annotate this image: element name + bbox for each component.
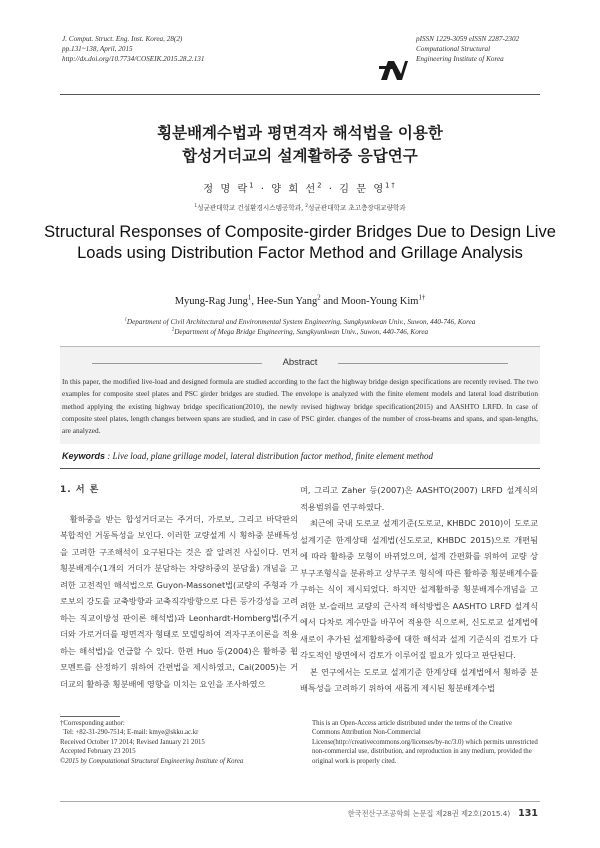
author-separator: · [255, 184, 272, 195]
issn-line: pISSN 1229-3059 eISSN 2287-2302 [416, 35, 520, 43]
affiliation-text: Department of Mega Bridge Engineering, Sungkyunkwan Univ., Suwon, 440-746, Korea [174, 327, 429, 336]
affil-mark: 1 [249, 181, 256, 190]
korean-authors [0, 180, 600, 195]
english-title: Structural Responses of Composite-girder Bridges Due to Design Live Loads using Distribution Factor Method and Grillage Analysis [44, 223, 556, 262]
keywords-label: Keywords [62, 451, 106, 461]
footnote [60, 719, 300, 766]
keywords-divider [60, 468, 540, 469]
page-number: 131 [518, 808, 538, 819]
society-name-line: Engineering Institute of Korea [416, 55, 504, 63]
section-heading: 1. 서 론 [60, 485, 100, 495]
affil-mark: 2 [317, 294, 321, 302]
page-footer [348, 808, 538, 819]
affil-mark: 2 [317, 181, 324, 190]
abstract-heading: Abstract [282, 357, 318, 368]
footnote-line: Accepted February 23 2015 [60, 748, 136, 756]
journal-citation [62, 34, 204, 64]
body-paragraph: 본 연구에서는 도로교 설계기준 한계상태 설계법에서 횡하중 분배특성을 고려하기 위하여 새롭게 제시된 횡분배계수법 [300, 666, 538, 693]
header-divider [60, 94, 540, 95]
body-column-left [60, 482, 298, 692]
body-column-right [300, 482, 538, 697]
author-name: 정 명 락 [203, 184, 250, 195]
affiliation-line [0, 318, 600, 328]
journal-issn [416, 34, 519, 64]
affiliation-line [0, 328, 600, 338]
affil-mark: 1† [385, 181, 397, 190]
footer-divider [60, 801, 540, 802]
affiliation-text: 성균관대학교 초고층장대교량학과 [308, 204, 406, 212]
journal-line: pp.131~138, April, 2015 [62, 45, 133, 53]
body-paragraph: 최근에 국내 도로교 설계기준(도로교, KHBDC 2010)이 도로교 설계기준 한계상태 설계법(신도로교, KHBDC 2015)으로 개편됨에 따라 활하중 모형이 바뀌었으며, 설계 간편화를 위하여 교량 상부구조형식을 분류하고 상부구조 형식에 따른 활하중 횡분배계수를 구하는 식이 제시되었다. 하지만 설계활하중 횡분배계수개념을 고려한 보-슬래브 교량의 근사적 해석방법은 AASHTO LRFD 설계식에서 다차로 계수만을 바꾸어 적용한 식으로써, 신도로교 설계법에 새로이 추가된 설계활하중에 대한 해석과 설계 기준식의 검토가 다각도적인 방면에서 검토가 이루어질 필요가 있다고 판단된다. [300, 518, 538, 660]
footnote-rule [60, 716, 120, 717]
author-name: Moon-Young Kim [341, 296, 419, 307]
doi-link[interactable]: http://dx.doi.org/10.7734/COSEIK.2015.28.2.131 [62, 55, 205, 63]
body-paragraph: 활하중을 받는 합성거더교는 주거더, 가로보, 그리고 바닥판의 복합적인 거동특성을 보인다. 이러한 교량설계 시 횡하중 분배특성을 고려한 구조해석이 요구된다는 것은 잘 알려진 사실이다. 먼저 횡분배계수(1개의 거더가 분담하는 차량하중의 분담율) 개념을 고려한 고전적인 해석법으로 Guyon-Massonet법(교량의 주형과 가로보의 강도를 교축방향과 교축직각방향으로 다른 등가강성을 고려하는 직교이방성 판이론 해석법)과 Leonhardt-Homberg법(주거더와 가로거더를 평면격자 형태로 모델링하여 격자구조이론을 적용하는 해석법)을 언급할 수 있다. 한편 Huo 등(2004)은 활하중 휨모멘트를 산정하기 위하여 간편법을 제시하였고, Cai(2005)는 거더교의 활하중 횡분배에 영향을 미치는 요인을 조사하였으 [60, 513, 298, 689]
affil-mark: 2 [171, 327, 175, 333]
author-name: Hee-Sun Yang [256, 296, 318, 307]
author-name: Myung-Rag Jung [174, 296, 248, 307]
affiliation-text: Department of Civil Architectural and Environmental System Engineering, Sungkyunkwan Univ., Suwon, 440-746, Korea [126, 318, 476, 326]
footnote-line: Tel: +82-31-290-7514; E-mail: kmye@skku.ac.kr [60, 729, 199, 737]
author-name: 양 희 선 [271, 184, 318, 195]
author-name: 김 문 영 [339, 184, 386, 195]
footer-journal: 한국전산구조공학회 논문집 제28권 제2호(2015.4) [347, 809, 511, 818]
affil-mark: 1 [247, 294, 252, 302]
affil-mark: 1† [418, 294, 426, 302]
license-notice: This is an Open-Access article distributed under the terms of the Creative Commons Attribution Non-Commercial License(http://creativecommons.org/licenses/by-nc/3.0) which permits unrestricted non-commercial use, distribution, and reproduction in any medium, provided the original work is properly cited. [312, 720, 538, 765]
affil-mark: 1 [124, 317, 127, 323]
affiliation-text: 성균관대학교 건설환경시스템공학과, [197, 204, 306, 212]
korean-title-line: 횡분배계수법과 평면격자 해석법을 이용한 [157, 124, 443, 142]
body-paragraph: 며, 그리고 Zaher 등(2007)은 AASHTO(2007) LRFD 설계식의 적용범위를 연구하였다. [300, 485, 538, 512]
affil-mark: 2 [305, 203, 309, 209]
author-separator: and [320, 296, 342, 307]
society-logo-icon [379, 58, 409, 82]
english-affiliations [0, 318, 600, 337]
author-separator: · [323, 184, 340, 195]
footnote-line: Received October 17 2014; Revised January 21 2015 [60, 738, 205, 746]
society-name-line: Computational Structural [416, 45, 491, 53]
author-separator: , [251, 296, 257, 307]
korean-title-line: 합성거더교의 설계활하중 응답연구 [182, 147, 418, 165]
keywords [62, 451, 538, 461]
footnote-line: †Corresponding author: [60, 720, 125, 727]
english-authors [0, 296, 600, 307]
korean-title [0, 122, 600, 168]
abstract-text: In this paper, the modified live-load and designed formula are studied according to the fact the highway bridge design specifications are recently revised. The two examples for composite steel plates and PSC girder bridges are studied. The envelope is analyzed with the finite element models and lateral load distribution method applying the existing highway bridge specification(2010), the newly revised highway bridge specification(2015) and AASHTO LRFD. In case of composite steel plates, length changes between spans are studied, and in case of PSC girder. changes of the number of cross-beams and spans, and span-lengths, are analyzed. [62, 377, 538, 436]
footnote-line: ©2015 by Computational Structural Engineering Institute of Korea [60, 757, 244, 765]
journal-line: J. Comput. Struct. Eng. Inst. Korea, 28(2) [62, 35, 183, 43]
affil-mark: 1 [194, 203, 198, 209]
keywords-text: : Live load, plane grillage model, lateral distribution factor method, finite element method [105, 451, 433, 461]
korean-affiliations [0, 202, 600, 212]
